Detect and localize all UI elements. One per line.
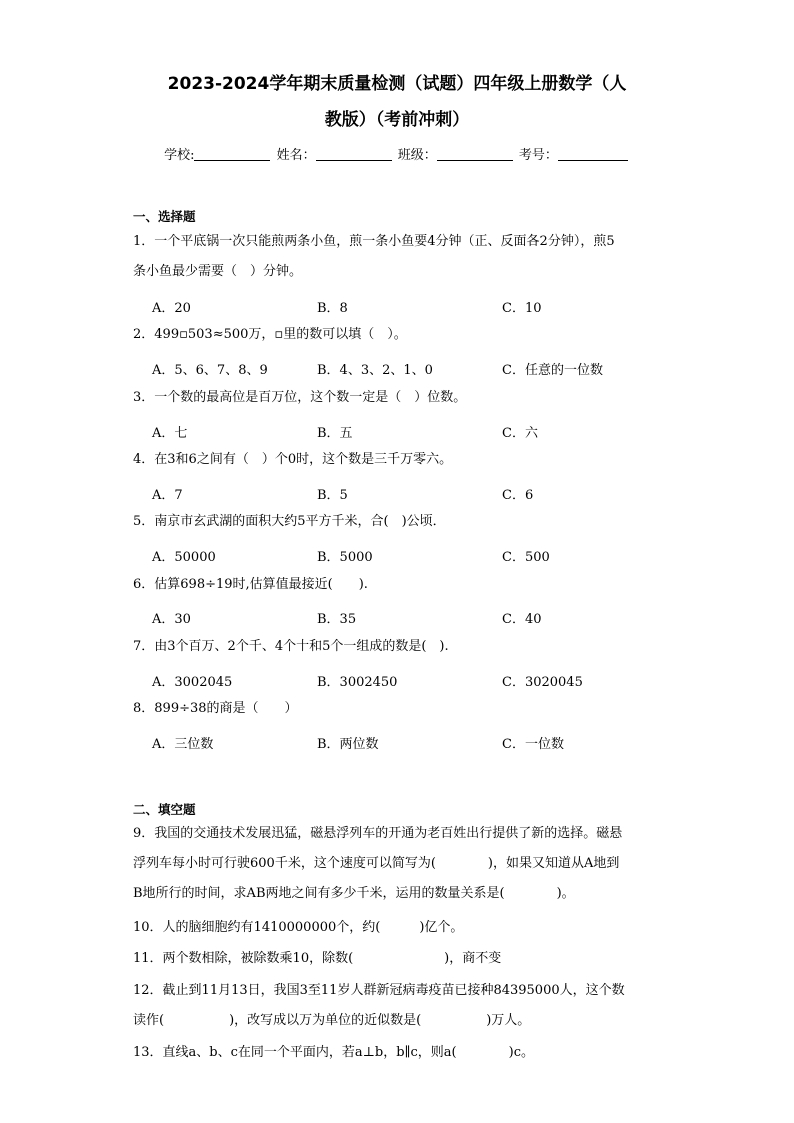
option-c[interactable]: C．一位数	[502, 737, 564, 752]
option-b[interactable]: B．3002450	[317, 675, 398, 690]
option-c[interactable]: C．500	[502, 550, 550, 565]
title-line-2: 教版）（考前冲刺）	[324, 110, 470, 130]
question-9	[133, 819, 663, 909]
option-a[interactable]: A．5、6、7、8、9	[152, 363, 268, 378]
option-b[interactable]: B．五	[317, 426, 353, 441]
question-6-options	[152, 608, 672, 628]
question-1	[133, 227, 663, 287]
option-b[interactable]: B．5	[317, 488, 348, 503]
question-5-options	[152, 546, 672, 566]
question-7-options	[152, 671, 672, 691]
question-text: 7．由3个百万、2个千、4个十和5个一组成的数是( ).	[133, 639, 449, 654]
question-text: 浮列车每小时可行驶600千米，这个速度可以简写为( )，如果又知道从A地到	[133, 856, 620, 871]
option-b[interactable]: B．8	[317, 301, 348, 316]
question-8	[133, 694, 663, 724]
name-label: 姓名：	[276, 148, 316, 163]
question-text: 4．在3和6之间有（ ）个0时，这个数是三千万零六。	[133, 452, 453, 467]
question-text: 条小鱼最少需要（ ）分钟。	[133, 264, 303, 279]
question-4	[133, 445, 663, 475]
option-a[interactable]: A．3002045	[152, 675, 233, 690]
class-blank[interactable]	[437, 148, 513, 161]
option-c[interactable]: C．任意的一位数	[502, 363, 603, 378]
question-12	[133, 976, 663, 1036]
option-b[interactable]: B．35	[317, 612, 357, 627]
option-a[interactable]: A．三位数	[152, 737, 214, 752]
student-info-row	[0, 144, 794, 163]
question-8-options	[152, 733, 672, 753]
option-c[interactable]: C．40	[502, 612, 542, 627]
question-text: 读作( )，改写成以万为单位的近似数是( )万人。	[133, 1013, 531, 1028]
option-c[interactable]: C．六	[502, 426, 538, 441]
question-10	[133, 913, 663, 943]
question-6	[133, 570, 663, 600]
question-text: 11．两个数相除，被除数乘10，除数( )，商不变	[133, 951, 502, 966]
option-b[interactable]: B．4、3、2、1、0	[317, 363, 433, 378]
question-7	[133, 632, 663, 662]
question-text: B地所行的时间，求AB两地之间有多少千米，运用的数量关系是( )。	[133, 886, 575, 901]
exam-number-blank[interactable]	[558, 148, 628, 161]
name-blank[interactable]	[316, 148, 392, 161]
question-3-options	[152, 422, 672, 442]
option-a[interactable]: A．七	[152, 426, 188, 441]
question-5	[133, 507, 663, 537]
question-text: 6．估算698÷19时,估算值最接近( ).	[133, 577, 368, 592]
question-text: 3．一个数的最高位是百万位，这个数一定是（ ）位数。	[133, 390, 467, 405]
section-fill-title: 二、填空题	[133, 802, 196, 817]
option-c[interactable]: C．3020045	[502, 675, 583, 690]
option-a[interactable]: A．30	[152, 612, 191, 627]
question-text: 5．南京市玄武湖的面积大约5平方千米，合( )公顷．	[133, 514, 446, 529]
class-label: 班级：	[397, 148, 437, 163]
exam-number-label: 考号：	[518, 148, 558, 163]
question-11	[133, 944, 663, 974]
question-text: 12．截止到11月13日，我国3至11岁人群新冠病毒疫苗已接种84395000人，这个数	[133, 983, 625, 998]
option-a[interactable]: A．20	[152, 301, 191, 316]
option-b[interactable]: B．两位数	[317, 737, 379, 752]
exam-title	[120, 66, 674, 138]
question-text: 10．人的脑细胞约有1410000000个，约( )亿个。	[133, 920, 464, 935]
option-a[interactable]: A．7	[152, 488, 183, 503]
question-text: 9．我国的交通技术发展迅猛，磁悬浮列车的开通为老百姓出行提供了新的选择。磁悬	[133, 826, 623, 841]
option-c[interactable]: C．10	[502, 301, 542, 316]
question-2	[133, 320, 663, 350]
question-text: 2．499▫503≈500万，▫里的数可以填（ ）。	[133, 327, 407, 342]
question-text: 8．899÷38的商是（ ）	[133, 701, 298, 716]
title-line-1: 2023-2024学年期末质量检测（试题）四年级上册数学（人	[167, 74, 627, 94]
option-a[interactable]: A．50000	[152, 550, 216, 565]
question-text: 1．一个平底锅一次只能煎两条小鱼，煎一条小鱼要4分钟（正、反面各2分钟），煎5	[133, 234, 615, 249]
question-4-options	[152, 484, 672, 504]
option-b[interactable]: B．5000	[317, 550, 373, 565]
question-13	[133, 1038, 663, 1068]
section-choice-title: 一、选择题	[133, 209, 196, 224]
school-label: 学校:	[164, 148, 195, 163]
school-blank[interactable]	[194, 148, 270, 161]
question-1-options	[152, 297, 672, 317]
question-text: 13．直线a、b、c在同一个平面内，若a⊥b，b∥c，则a( )c。	[133, 1045, 534, 1060]
question-2-options	[152, 359, 672, 379]
question-3	[133, 383, 663, 413]
option-c[interactable]: C．6	[502, 488, 534, 503]
